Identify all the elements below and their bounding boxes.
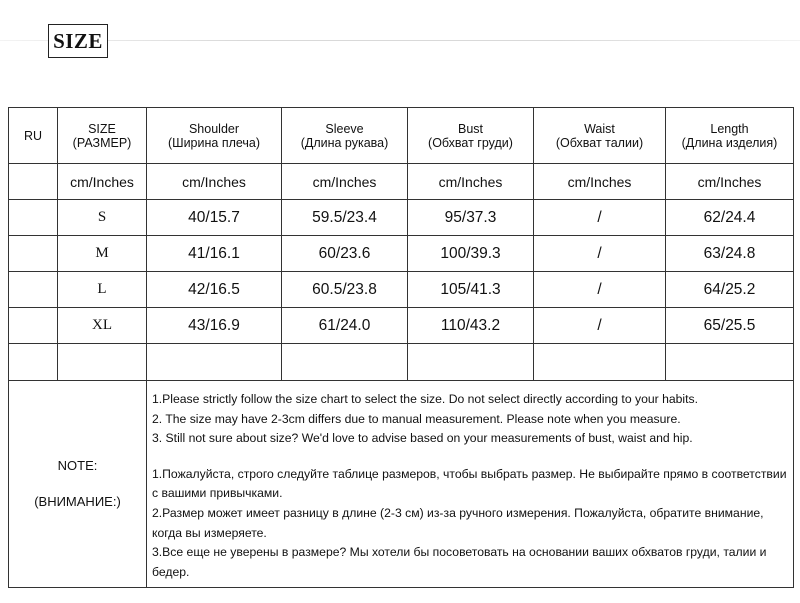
waist-cell: / xyxy=(534,200,666,236)
length-cell: 62/24.4 xyxy=(666,200,794,236)
units-row xyxy=(9,164,794,200)
size-badge: SIZE xyxy=(48,24,108,58)
note-en-line: 3. Still not sure about size? We'd love to advise based on your measurements of bust, waist and hip. xyxy=(152,431,693,446)
note-en-line: 1.Please strictly follow the size chart to select the size. Do not select directly according to your habits. xyxy=(152,392,698,406)
size-cell: S xyxy=(58,200,147,236)
empty-row xyxy=(9,344,794,381)
units-cell: cm/Inches xyxy=(147,164,282,200)
header-row xyxy=(9,108,794,164)
shoulder-cell: 40/15.7 xyxy=(147,200,282,236)
sleeve-cell: 59.5/23.4 xyxy=(282,200,408,236)
header-length: Length (Длина изделия) xyxy=(666,108,794,164)
note-text xyxy=(147,381,794,588)
table-cell-empty xyxy=(9,308,58,344)
length-cell: 65/25.5 xyxy=(666,308,794,344)
units-cell-empty xyxy=(9,164,58,200)
bust-cell: 110/43.2 xyxy=(408,308,534,344)
header-sleeve: Sleeve (Длина рукава) xyxy=(282,108,408,164)
header-ru: RU xyxy=(9,108,58,164)
units-cell: cm/Inches xyxy=(534,164,666,200)
bust-cell: 95/37.3 xyxy=(408,200,534,236)
size-cell: M xyxy=(58,236,147,272)
table-cell-empty xyxy=(9,200,58,236)
note-ru-line: с вашими привычками. xyxy=(152,486,283,501)
shoulder-cell: 43/16.9 xyxy=(147,308,282,344)
sleeve-cell: 61/24.0 xyxy=(282,308,408,344)
length-cell: 63/24.8 xyxy=(666,236,794,272)
shoulder-cell: 41/16.1 xyxy=(147,236,282,272)
sleeve-cell: 60/23.6 xyxy=(282,236,408,272)
header-shoulder: Shoulder (Ширина плеча) xyxy=(147,108,282,164)
sleeve-cell: 60.5/23.8 xyxy=(282,272,408,308)
units-cell: cm/Inches xyxy=(282,164,408,200)
header-size: SIZE (РАЗМЕР) xyxy=(58,108,147,164)
note-ru-line: 1.Пожалуйста, строго следуйте таблице размеров, чтобы выбрать размер. Не выбирайте прямо в соответствии xyxy=(152,466,787,481)
size-chart-table xyxy=(8,107,794,588)
top-divider xyxy=(0,40,800,41)
waist-cell: / xyxy=(534,236,666,272)
table-cell-empty xyxy=(9,236,58,272)
header-bust: Bust (Обхват груди) xyxy=(408,108,534,164)
table-cell-empty xyxy=(9,272,58,308)
waist-cell: / xyxy=(534,272,666,308)
note-ru-line: 2.Размер может имеет разницу в длине (2-3 см) из-за ручного измерения. Пожалуйста, обратите внимание, xyxy=(152,505,764,520)
header-waist: Waist (Обхват талии) xyxy=(534,108,666,164)
units-cell: cm/Inches xyxy=(666,164,794,200)
size-cell: L xyxy=(58,272,147,308)
bust-cell: 100/39.3 xyxy=(408,236,534,272)
note-row xyxy=(9,381,794,588)
table-row xyxy=(9,200,794,236)
waist-cell: / xyxy=(534,308,666,344)
note-ru-line: когда вы измеряете. xyxy=(152,525,267,540)
table-row xyxy=(9,272,794,308)
table-row xyxy=(9,308,794,344)
note-label: NOTE: (ВНИМАНИЕ:) xyxy=(9,381,147,588)
length-cell: 64/25.2 xyxy=(666,272,794,308)
table-row xyxy=(9,236,794,272)
note-en-line: 2. The size may have 2-3cm differs due to manual measurement. Please note when you measure. xyxy=(152,411,681,426)
shoulder-cell: 42/16.5 xyxy=(147,272,282,308)
bust-cell: 105/41.3 xyxy=(408,272,534,308)
note-ru-line: 3.Все еще не уверены в размере? Мы хотели бы посоветовать на основании ваших обхватов груди, талии и бедер. xyxy=(152,545,767,579)
size-cell: XL xyxy=(58,308,147,344)
units-cell: cm/Inches xyxy=(408,164,534,200)
units-cell: cm/Inches xyxy=(58,164,147,200)
